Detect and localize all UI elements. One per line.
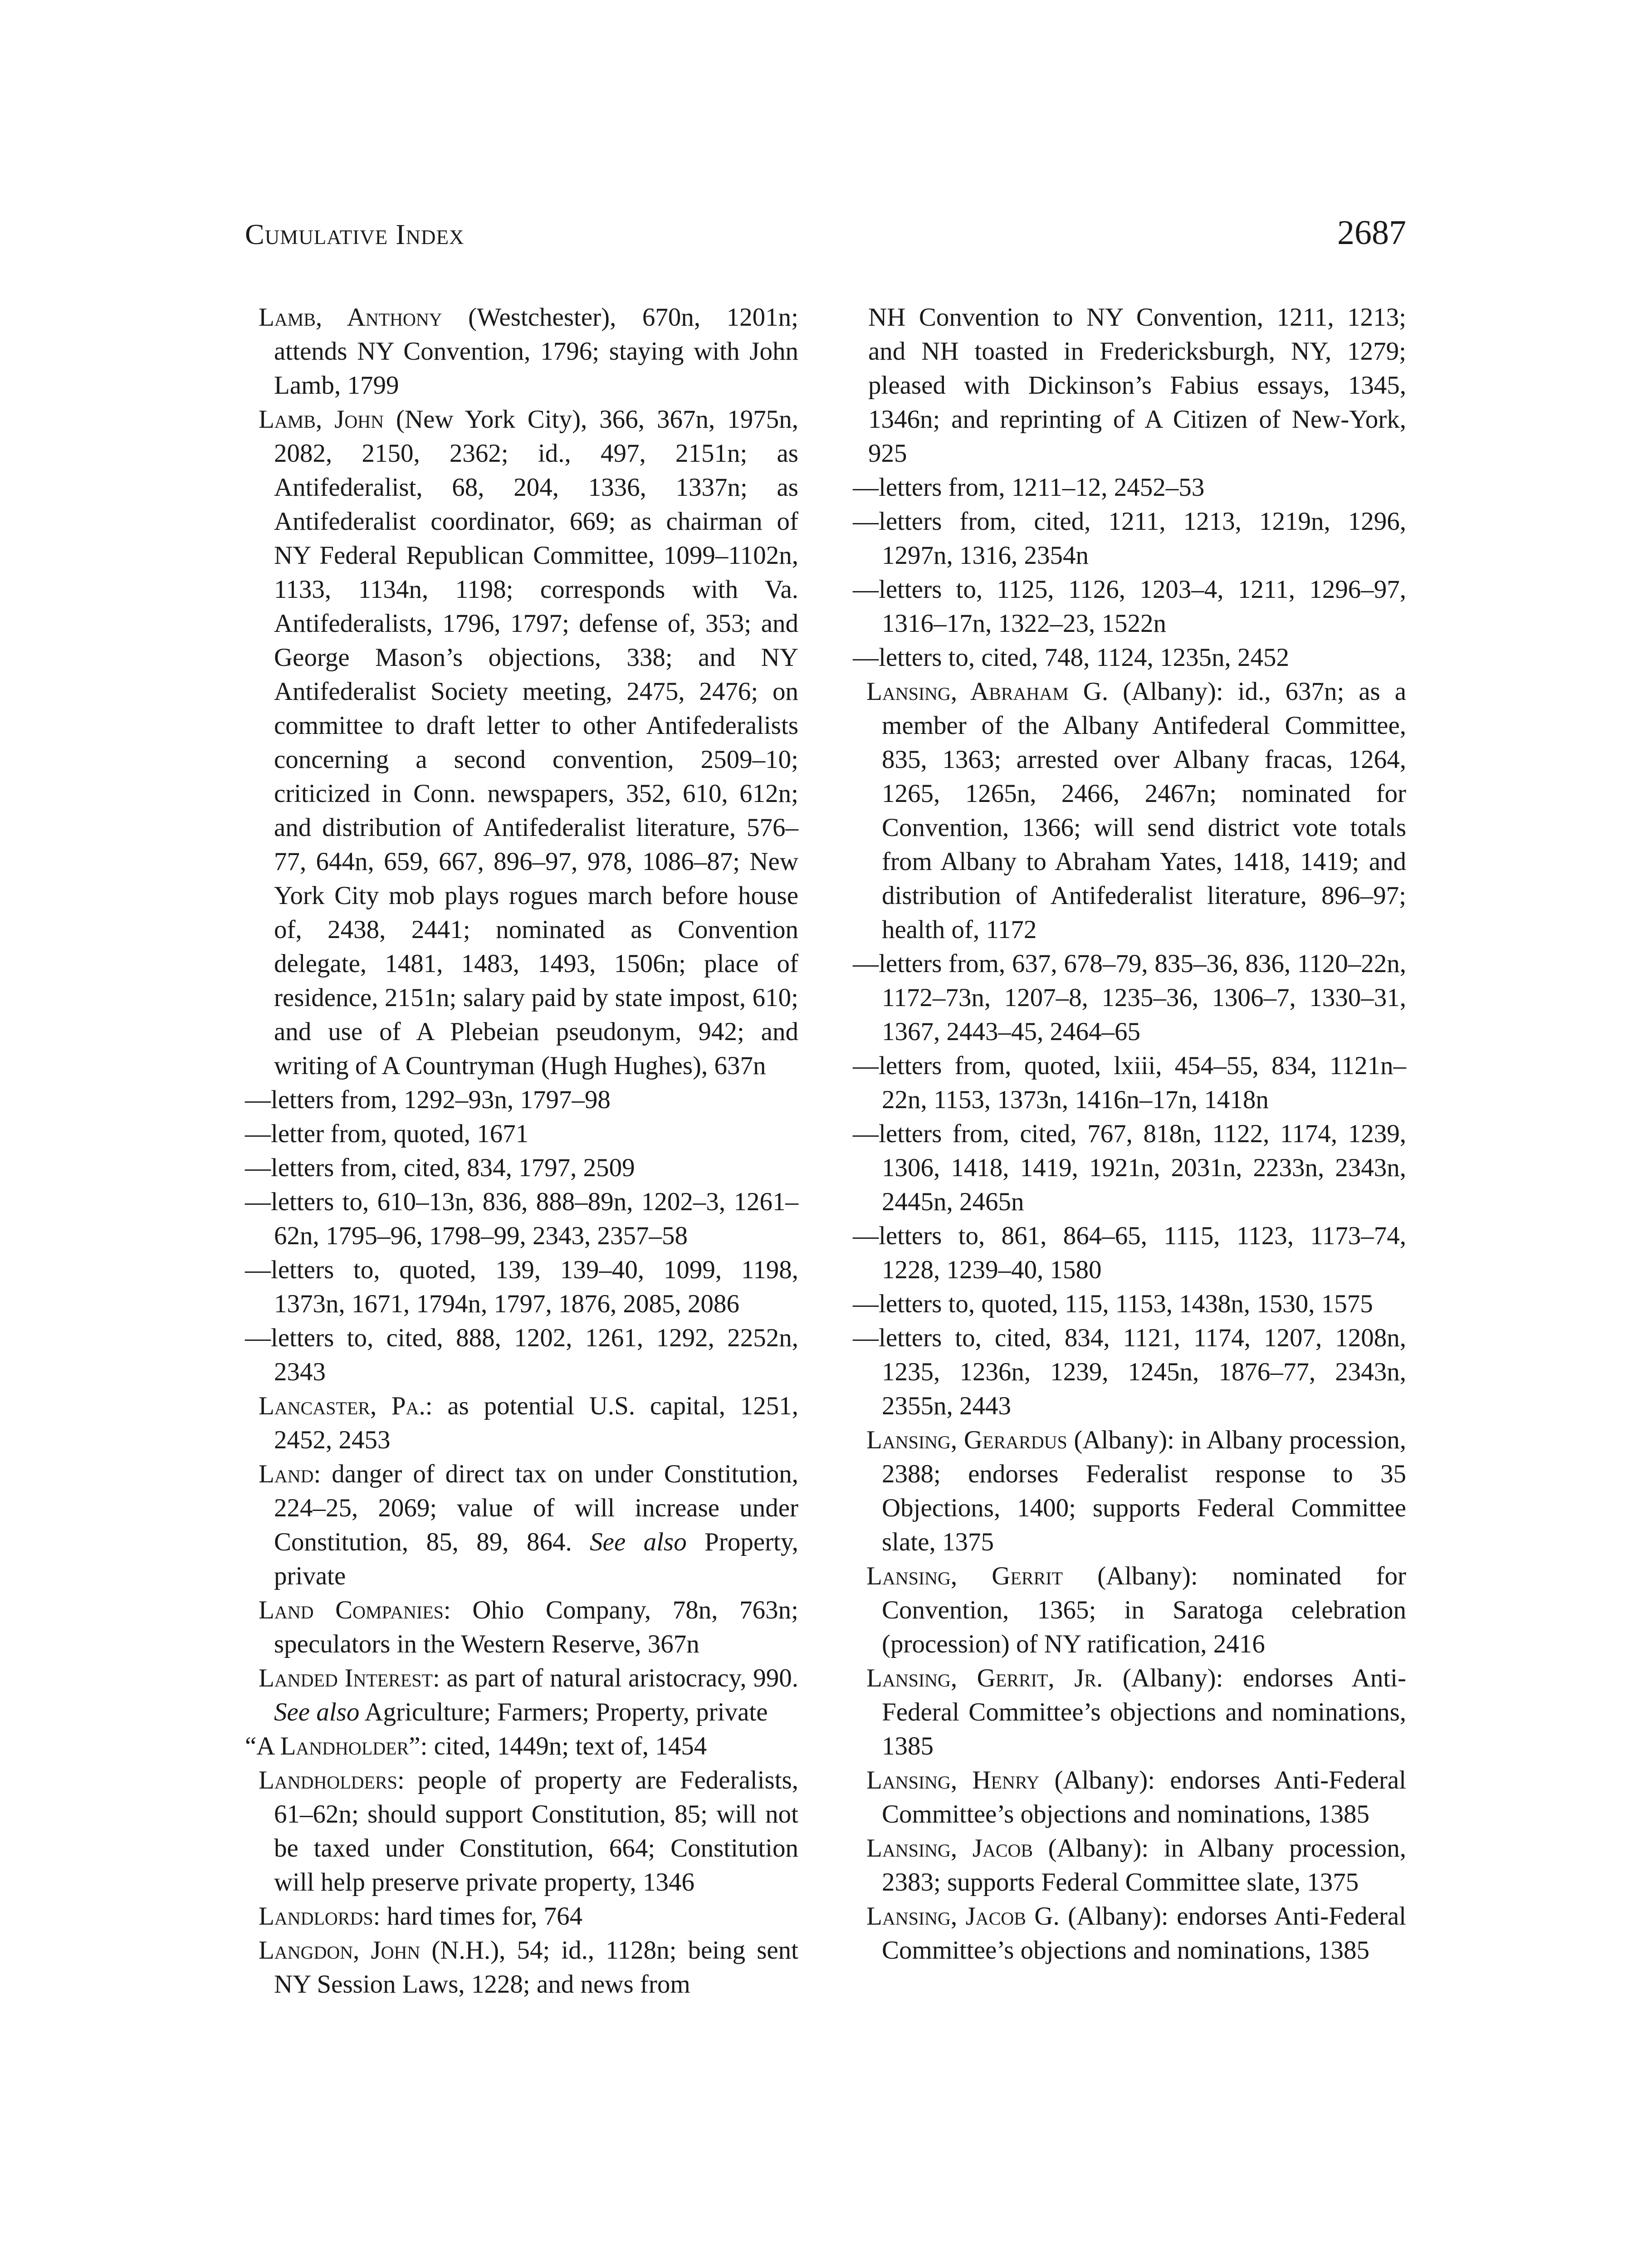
entry-text: : cited, 1449n; text of, 1454 <box>420 1732 707 1760</box>
index-subentry <box>853 1287 1406 1321</box>
entry-text: : as potential U.S. capital, 1251, 2452, 2453 <box>274 1392 798 1454</box>
index-entry <box>245 300 798 402</box>
index-subentry <box>245 1083 798 1117</box>
index-subentry <box>853 1219 1406 1287</box>
entry-text: —letters to, cited, 834, 1121, 1174, 1207, 1208n, 1235, 1236n, 1239, 1245n, 1876–77, 2343n, 2355n, 2443 <box>853 1324 1406 1420</box>
entry-text: —letter from, quoted, 1671 <box>245 1119 529 1148</box>
entry-heading: Lansing, Gerrit <box>866 1562 1063 1590</box>
entry-text: : Ohio Company, 78n, 763n; speculators in the Western Reserve, 367n <box>274 1596 798 1658</box>
index-entry <box>245 1457 798 1593</box>
index-subentry <box>245 1321 798 1389</box>
index-subentry <box>853 1117 1406 1219</box>
entry-heading: Lansing, Jacob <box>866 1834 1033 1862</box>
entry-heading: Lamb, Anthony <box>259 303 442 332</box>
see-also-reference: See also <box>274 1698 360 1726</box>
entry-heading: Landed Interest <box>259 1664 433 1692</box>
index-subentry <box>245 1117 798 1151</box>
page-number: 2687 <box>1337 214 1406 252</box>
entry-text: —letters to, 861, 864–65, 1115, 1123, 1173–74, 1228, 1239–40, 1580 <box>853 1222 1406 1284</box>
entry-heading: Landholders <box>259 1766 397 1794</box>
index-entry <box>245 1899 798 1933</box>
entry-text: —letters from, 1211–12, 2452–53 <box>853 473 1205 502</box>
entry-text-tail: Agriculture; Farmers; Property, private <box>359 1698 768 1726</box>
right-column <box>853 300 1406 1967</box>
entry-text: —letters from, 1292–93n, 1797–98 <box>245 1085 611 1114</box>
see-also-reference: See also <box>590 1528 687 1556</box>
index-subentry <box>853 572 1406 640</box>
index-entry <box>853 675 1406 947</box>
entry-heading: Lansing, Gerrit, Jr. <box>866 1664 1103 1692</box>
index-entry <box>245 1933 798 2001</box>
entry-text: —letters from, cited, 767, 818n, 1122, 1174, 1239, 1306, 1418, 1419, 1921n, 2031n, 2233n, 2343n, 2445n, 2465n <box>853 1119 1406 1216</box>
left-column <box>245 300 798 2001</box>
index-entry <box>245 1763 798 1899</box>
index-entry <box>245 1729 798 1763</box>
entry-heading: Langdon, John <box>259 1936 420 1965</box>
entry-heading: Landlords <box>259 1902 373 1931</box>
index-entry <box>853 1831 1406 1899</box>
entry-text: (Westchester), 670n, 1201n; attends NY Convention, 1796; staying with John Lamb, 1799 <box>274 303 799 400</box>
entry-text: G. (Albany): endorses Anti-Federal Committee’s objections and nominations, 1385 <box>882 1902 1406 1965</box>
index-entry <box>245 1661 798 1729</box>
entry-text: —letters to, quoted, 115, 1153, 1438n, 1530, 1575 <box>853 1290 1373 1318</box>
index-entry <box>245 1593 798 1661</box>
index-subentry <box>245 1151 798 1185</box>
entry-heading: Land Companies <box>259 1596 444 1624</box>
index-subentry <box>245 1253 798 1321</box>
entry-heading: “A Landholder” <box>245 1732 420 1760</box>
entry-text: : as part of natural aristocracy, 990. <box>433 1664 799 1692</box>
entry-text: —letters from, quoted, lxiii, 454–55, 834, 1121n–22n, 1153, 1373n, 1416n–17n, 1418n <box>853 1051 1406 1114</box>
index-subentry <box>853 504 1406 572</box>
entry-text: : people of property are Federalists, 61–62n; should support Constitution, 85; will not be taxed under Constitution, 664; Constitution will help preserve private property, 1346 <box>274 1766 798 1897</box>
entry-text: (Albany): in Albany procession, 2383; supports Federal Committee slate, 1375 <box>882 1834 1406 1897</box>
index-subentry <box>245 1185 798 1253</box>
entry-text-tail: Property, private <box>274 1528 798 1590</box>
index-subentry <box>853 640 1406 675</box>
index-entry <box>245 1389 798 1457</box>
entry-heading: Lamb, John <box>259 405 384 434</box>
entry-heading: Lansing, Henry <box>866 1766 1040 1794</box>
entry-text: : hard times for, 764 <box>373 1902 583 1931</box>
entry-text: G. (Albany): id., 637n; as a member of the Albany Antifederal Committee, 835, 1363; arrested over Albany fracas, 1264, 1265, 1265n, 2466, 2467n; nominated for Convention, 1366; will send district vote totals from Albany to Abraham Yates, 1418, 1419; and distribution of Antifederalist literature, 896–97; health of, 1172 <box>882 677 1406 944</box>
entry-heading: Land <box>259 1460 314 1488</box>
entry-text: (New York City), 366, 367n, 1975n, 2082, 2150, 2362; id., 497, 2151n; as Antifederalist, 68, 204, 1336, 1337n; as Antifederalist coordinator, 669; as chairman of NY Federal Republican Committee, 1099–1102n, 1133, 1134n, 1198; corresponds with Va. Antifederalists, 1796, 1797; defense of, 353; and George Mason’s objections, 338; and NY Antifederalist Society meeting, 2475, 2476; on committee to draft letter to other Antifederalists concerning a second convention, 2509–10; criticized in Conn. newspapers, 352, 610, 612n; and distribution of Antifederalist literature, 576–77, 644n, 659, 667, 896–97, 978, 1086–87; New York City mob plays rogues march before house of, 2438, 2441; nominated as Convention delegate, 1481, 1483, 1493, 1506n; place of residence, 2151n; salary paid by state impost, 610; and use of A Plebeian pseudonym, 942; and writing of A Countryman (Hugh Hughes), 637n <box>274 405 799 1080</box>
index-entry <box>853 1899 1406 1967</box>
entry-text: —letters to, 610–13n, 836, 888–89n, 1202–3, 1261–62n, 1795–96, 1798–99, 2343, 2357–58 <box>245 1188 798 1250</box>
index-entry-continued <box>853 300 1406 470</box>
index-entry <box>245 402 798 1083</box>
page-header <box>245 213 1406 253</box>
entry-text: —letters from, 637, 678–79, 835–36, 836, 1120–22n, 1172–73n, 1207–8, 1235–36, 1306–7, 1330–31, 1367, 2443–45, 2464–65 <box>853 949 1406 1046</box>
index-subentry <box>853 1049 1406 1117</box>
entry-heading: Lansing, Gerardus <box>866 1426 1067 1454</box>
index-entry <box>853 1559 1406 1661</box>
index-subentry <box>853 470 1406 504</box>
entry-text: —letters to, quoted, 139, 139–40, 1099, 1198, 1373n, 1671, 1794n, 1797, 1876, 2085, 2086 <box>245 1256 798 1318</box>
entry-text: —letters to, cited, 888, 1202, 1261, 1292, 2252n, 2343 <box>245 1324 798 1386</box>
index-subentry <box>853 947 1406 1049</box>
entry-text: (N.H.), 54; id., 1128n; being sent NY Session Laws, 1228; and news from <box>274 1936 799 1999</box>
entry-text: : danger of direct tax on under Constitution, 224–25, 2069; value of will increase under Constitution, 85, 89, 864. <box>274 1460 798 1556</box>
entry-text: —letters to, cited, 748, 1124, 1235n, 2452 <box>853 643 1290 672</box>
entry-text: —letters from, cited, 1211, 1213, 1219n, 1296, 1297n, 1316, 2354n <box>853 507 1406 570</box>
entry-text: NH Convention to NY Convention, 1211, 1213; and NH toasted in Fredericksburgh, NY, 1279; pleased with Dickinson’s Fabius essays, 1345, 1346n; and reprinting of A Citizen of New-York, 925 <box>868 303 1406 468</box>
entry-text: (Albany): endorses Anti-Federal Committee’s objections and nominations, 1385 <box>882 1664 1406 1760</box>
entry-text: —letters to, 1125, 1126, 1203–4, 1211, 1296–97, 1316–17n, 1322–23, 1522n <box>853 575 1406 638</box>
entry-text: (Albany): nominated for Convention, 1365; in Saratoga celebration (procession) of NY ratification, 2416 <box>882 1562 1406 1658</box>
entry-text: —letters from, cited, 834, 1797, 2509 <box>245 1154 635 1182</box>
index-entry <box>853 1661 1406 1763</box>
entry-heading: Lancaster, Pa. <box>259 1392 425 1420</box>
entry-text: (Albany): endorses Anti-Federal Committee’s objections and nominations, 1385 <box>882 1766 1406 1828</box>
index-subentry <box>853 1321 1406 1423</box>
entry-heading: Lansing, Jacob <box>866 1902 1026 1931</box>
index-entry <box>853 1423 1406 1559</box>
entry-heading: Lansing, Abraham <box>866 677 1069 706</box>
running-head: Cumulative Index <box>245 218 464 250</box>
entry-text: (Albany): in Albany procession, 2388; endorses Federalist response to 35 Objections, 1400; supports Federal Committee slate, 1375 <box>882 1426 1407 1556</box>
index-entry <box>853 1763 1406 1831</box>
